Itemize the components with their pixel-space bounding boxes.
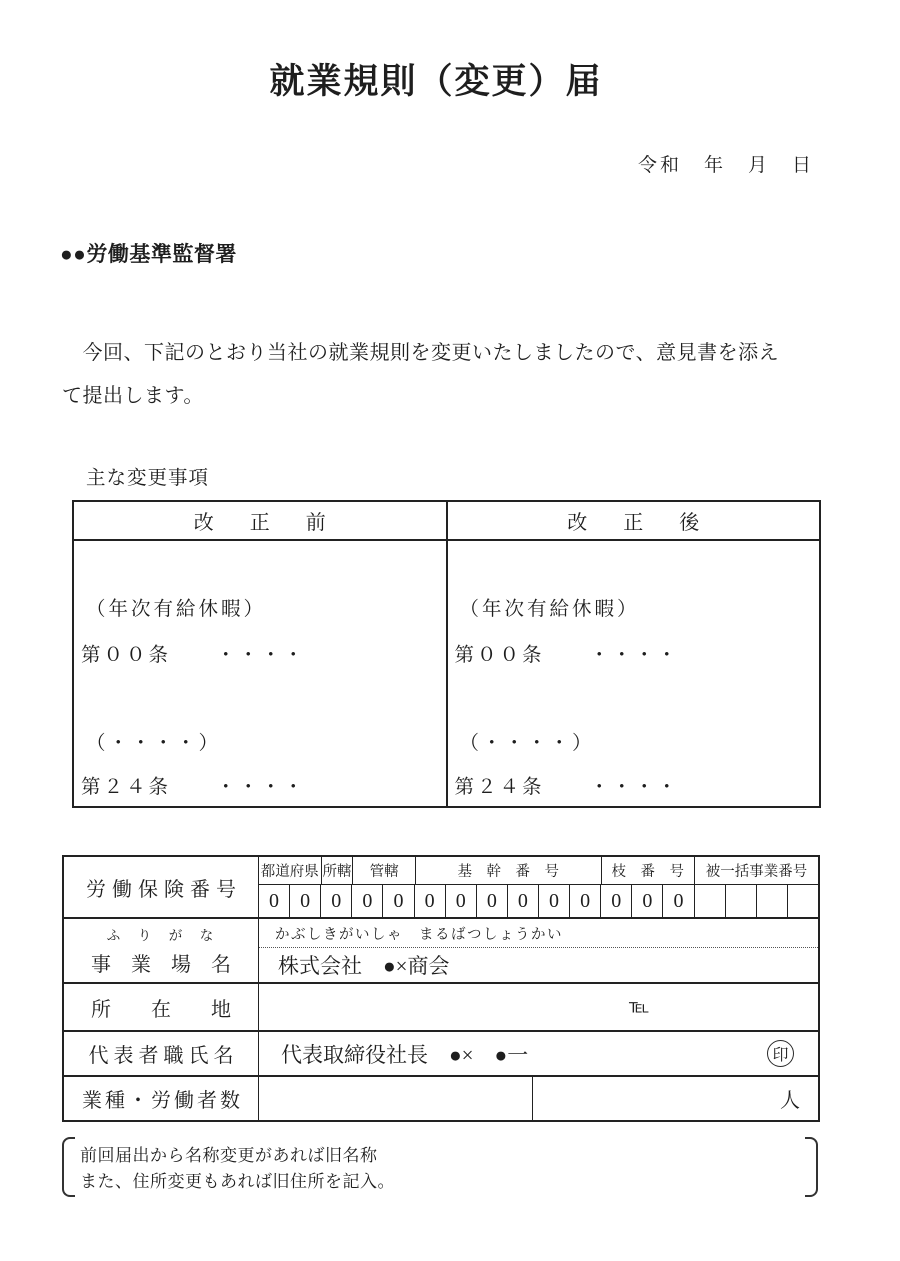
furigana-label: ふ り が な — [106, 928, 216, 943]
revision-line: （年次有給休暇） — [86, 599, 267, 620]
changes-table-header-row — [74, 502, 819, 541]
revision-line: 第００条 ・・・・ — [454, 645, 680, 666]
revision-line: 第２４条 ・・・・ — [81, 777, 307, 798]
insurance-column-headers — [259, 857, 818, 885]
insurance-digit-cell: 0 — [352, 885, 383, 917]
industry-workers-label: 業種・労働者数 — [64, 1077, 259, 1120]
header-after-revision: 改 正 後 — [567, 512, 708, 534]
revision-line: 第００条 ・・・・ — [81, 645, 307, 666]
col-header-branch-number: 枝 番 号 — [602, 857, 695, 884]
tel-symbol: ℡ — [629, 996, 650, 1018]
insurance-digit-cell: 0 — [383, 885, 414, 917]
footnote-bracket-left — [62, 1137, 75, 1197]
insurance-digit-cell: 0 — [601, 885, 632, 917]
insurance-digit-cell — [726, 885, 757, 917]
section-label-main-changes: 主な変更事項 — [86, 468, 210, 489]
revision-line: 第２４条 ・・・・ — [454, 777, 680, 798]
col-header-prefecture: 都道府県 — [259, 857, 322, 884]
business-name-value-cell — [259, 919, 818, 982]
date-line: 令和 年 月 日 — [638, 155, 815, 176]
insurance-digit-cells — [259, 885, 818, 917]
addressee-labor-office: ●●労働基準監督署 — [60, 243, 237, 266]
revision-line: （・・・・） — [459, 733, 595, 754]
insurance-digit-cell — [695, 885, 726, 917]
business-name-value: 株式会社 ●×商会 — [278, 954, 450, 978]
changes-table-body-row — [74, 541, 819, 806]
address-row — [64, 984, 818, 1032]
body-paragraph-line-1: 今回、下記のとおり当社の就業規則を変更いたしましたので、意見書を添え — [62, 342, 780, 364]
page-title: 就業規則（変更）届 — [269, 62, 603, 101]
address-value-cell — [259, 984, 818, 1030]
industry-workers-row — [64, 1077, 818, 1120]
insurance-number-grid — [259, 857, 818, 917]
insurance-number-label: 労働保険番号 — [64, 857, 259, 917]
representative-value: 代表取締役社長 ●× ●一 — [281, 1042, 529, 1067]
insurance-digit-cell: 0 — [570, 885, 601, 917]
seal-mark: 印 — [767, 1040, 794, 1067]
col-header-core-number: 基 幹 番 号 — [416, 857, 602, 884]
insurance-digit-cell: 0 — [663, 885, 694, 917]
insurance-digit-cell: 0 — [321, 885, 352, 917]
footnote-line-1: 前回届出から名称変更があれば旧名称 — [80, 1146, 378, 1165]
insurance-digit-cell: 0 — [477, 885, 508, 917]
revision-line: （・・・・） — [86, 733, 222, 754]
business-name-label: 事 業 場 名 — [91, 954, 231, 976]
before-revision-cell — [74, 541, 448, 806]
insurance-number-row — [64, 857, 818, 919]
insurance-digit-cell: 0 — [446, 885, 477, 917]
insurance-digit-cell — [757, 885, 788, 917]
workers-unit: 人 — [780, 1090, 800, 1112]
representative-value-cell — [259, 1032, 818, 1075]
workers-count-cell — [533, 1077, 818, 1120]
furigana-value: かぶしきがいしゃ まるばつしょうかい — [259, 919, 818, 948]
footnote-line-2: また、住所変更もあれば旧住所を記入。 — [80, 1172, 395, 1191]
insurance-digit-cell: 0 — [415, 885, 446, 917]
address-label: 所 在 地 — [64, 984, 259, 1030]
industry-blank-cell — [259, 1077, 533, 1120]
insurance-digit-cell: 0 — [539, 885, 570, 917]
footnote-bracket-right — [805, 1137, 818, 1197]
business-info-table — [62, 855, 820, 1122]
col-header-consolidated-number: 被一括事業番号 — [705, 864, 808, 880]
after-revision-cell — [448, 541, 820, 806]
representative-label: 代表者職氏名 — [64, 1032, 259, 1075]
business-name-label-cell — [64, 919, 259, 982]
header-before-revision: 改 正 前 — [74, 502, 448, 539]
insurance-digit-cell: 0 — [290, 885, 321, 917]
representative-row — [64, 1032, 818, 1077]
insurance-digit-cell: 0 — [632, 885, 663, 917]
business-name-row — [64, 919, 818, 984]
insurance-digit-cell: 0 — [508, 885, 539, 917]
body-paragraph-line-2: て提出します。 — [62, 385, 204, 407]
col-header-jurisdiction: 所轄 — [322, 857, 354, 884]
changes-table — [72, 500, 821, 808]
insurance-digit-cell: 0 — [259, 885, 290, 917]
col-header-control: 管轄 — [353, 857, 416, 884]
insurance-digit-cell — [788, 885, 818, 917]
revision-line: （年次有給休暇） — [459, 599, 640, 620]
